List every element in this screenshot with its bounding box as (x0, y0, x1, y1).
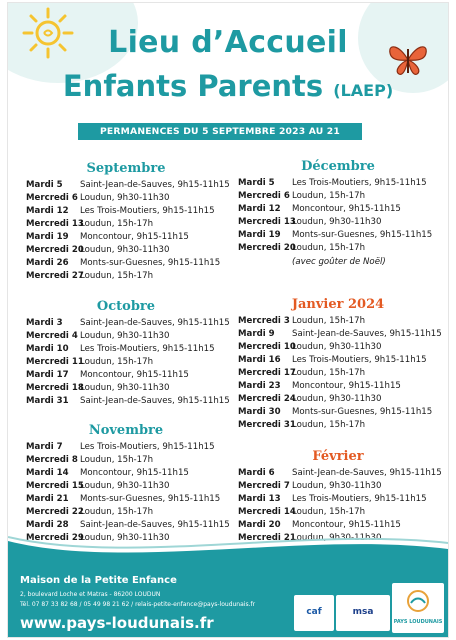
schedule-row (238, 380, 448, 393)
schedule-row (26, 192, 236, 205)
schedule-place-time: Loudun, 15h-17h (292, 191, 366, 201)
schedule-place-time: Loudun, 15h-17h (292, 507, 366, 517)
title-main: Enfants Parents (62, 69, 324, 103)
schedule-place-time: Loudun, 9h30-11h30 (80, 245, 170, 255)
schedule-place-time: Moncontour, 9h15-11h15 (292, 204, 401, 214)
schedule-septembre (26, 179, 236, 283)
schedule-day: Mercredi 17 (238, 368, 296, 378)
schedule-place-time: Loudun, 9h30-11h30 (80, 533, 170, 543)
schedule-row (238, 367, 448, 380)
schedule-day: Mardi 31 (26, 396, 69, 406)
schedule-row (26, 205, 236, 218)
title-line-1: Lieu d’Accueil (108, 25, 348, 60)
schedule-row (26, 257, 236, 270)
schedule-day: Mardi 19 (238, 230, 281, 240)
schedule-row (238, 341, 448, 354)
month-title-decembre: Décembre (301, 159, 375, 174)
schedule-place-time: Saint-Jean-de-Sauves, 9h15-11h15 (80, 318, 230, 328)
schedule-place-time: Loudun, 9h30-11h30 (292, 481, 382, 491)
schedule-place-time: Monts-sur-Guesnes, 9h15-11h15 (80, 258, 221, 268)
schedule-place-time: Les Trois-Moutiers, 9h15-11h15 (292, 355, 427, 365)
schedule-place-time: Les Trois-Moutiers, 9h15-11h15 (292, 494, 427, 504)
schedule-day: Mardi 16 (238, 355, 281, 365)
schedule-row (26, 382, 236, 395)
schedule-place-time: Saint-Jean-de-Sauves, 9h15-11h15 (292, 329, 442, 339)
schedule-day: Mercredi 14 (238, 507, 296, 517)
schedule-place-time: Loudun, 15h-17h (80, 219, 154, 229)
schedule-day: Mardi 6 (238, 468, 275, 478)
schedule-row (26, 231, 236, 244)
schedule-row (238, 419, 448, 432)
pays-loudunais-logo (392, 583, 444, 633)
schedule-place-time: Les Trois-Moutiers, 9h15-11h15 (80, 206, 215, 216)
schedule-day: Mardi 26 (26, 258, 69, 268)
schedule-place-time: Moncontour, 9h15-11h15 (292, 381, 401, 391)
schedule-day: Mercredi 6 (26, 193, 78, 203)
schedule-day: Mardi 13 (238, 494, 281, 504)
schedule-day: Mardi 23 (238, 381, 281, 391)
schedule-row (26, 369, 236, 382)
schedule-day: Mardi 20 (238, 520, 281, 530)
pays-loudunais-logo-text: PAYS LOUDUNAIS (393, 619, 443, 625)
schedule-day: Mercredi 24 (238, 394, 296, 404)
schedule-place-time: Loudun, 15h-17h (80, 271, 154, 281)
schedule-place-time: Saint-Jean-de-Sauves, 9h15-11h15 (80, 396, 230, 406)
schedule-row (26, 356, 236, 369)
schedule-row (26, 218, 236, 231)
schedule-decembre (238, 177, 448, 255)
title-line-2 (8, 69, 448, 103)
schedule-day: Mercredi 7 (238, 481, 290, 491)
schedule-row (26, 317, 236, 330)
schedule-place-time: Loudun, 9h30-11h30 (80, 383, 170, 393)
schedule-row (26, 270, 236, 283)
schedule-place-time: Loudun, 15h-17h (80, 455, 154, 465)
schedule-row (26, 493, 236, 506)
footer-address: 2, boulevard Loche et Matras - 86200 LOUDUN (20, 591, 161, 598)
schedule-day: Mercredi 27 (26, 271, 84, 281)
dates-banner: PERMANENCES DU 5 SEPTEMBRE 2023 AU 21 FÉVRIER 2024 (78, 123, 362, 140)
schedule-day: Mardi 28 (26, 520, 69, 530)
schedule-day: Mercredi 21 (238, 533, 296, 543)
schedule-place-time: Moncontour, 9h15-11h15 (80, 370, 189, 380)
schedule-row (238, 354, 448, 367)
schedule-day: Mercredi 6 (238, 191, 290, 201)
footer-title: Maison de la Petite Enfance (20, 575, 177, 586)
schedule-day: Mercredi 11 (26, 357, 84, 367)
schedule-place-time: Loudun, 15h-17h (292, 368, 366, 378)
month-title-fevrier: Février (312, 449, 364, 464)
month-title-janvier: Janvier 2024 (291, 297, 385, 312)
caf-logo-text: caf (306, 607, 322, 617)
schedule-row (238, 242, 448, 255)
schedule-day: Mercredi 20 (26, 245, 84, 255)
schedule-row (238, 190, 448, 203)
schedule-day: Mercredi 15 (26, 481, 84, 491)
schedule-day: Mercredi 29 (26, 533, 84, 543)
schedule-place-time: Loudun, 9h30-11h30 (80, 331, 170, 341)
schedule-row (26, 395, 236, 408)
schedule-row (26, 506, 236, 519)
schedule-day: Mardi 5 (238, 178, 275, 188)
schedule-place-time: Loudun, 9h30-11h30 (292, 533, 382, 543)
schedule-row (238, 393, 448, 406)
schedule-place-time: Loudun, 15h-17h (292, 420, 366, 430)
schedule-place-time: Loudun, 15h-17h (292, 316, 366, 326)
schedule-place-time: Saint-Jean-de-Sauves, 9h15-11h15 (292, 468, 442, 478)
schedule-day: Mercredi 13 (26, 219, 84, 229)
schedule-place-time: Saint-Jean-de-Sauves, 9h15-11h15 (80, 180, 230, 190)
schedule-row (238, 480, 448, 493)
schedule-place-time: Les Trois-Moutiers, 9h15-11h15 (292, 178, 427, 188)
pays-loudunais-emblem-icon (406, 589, 430, 613)
schedule-place-time: Monts-sur-Guesnes, 9h15-11h15 (80, 494, 221, 504)
schedule-octobre (26, 317, 236, 408)
schedule-place-time: Moncontour, 9h15-11h15 (292, 520, 401, 530)
schedule-day: Mardi 9 (238, 329, 275, 339)
schedule-novembre (26, 441, 236, 545)
month-title-octobre: Octobre (96, 299, 156, 314)
schedule-day: Mardi 12 (238, 204, 281, 214)
schedule-place-time: Les Trois-Moutiers, 9h15-11h15 (80, 442, 215, 452)
schedule-place-time: Loudun, 9h30-11h30 (292, 342, 382, 352)
schedule-day: Mercredi 3 (238, 316, 290, 326)
schedule-place-time: Monts-sur-Guesnes, 9h15-11h15 (292, 230, 433, 240)
schedule-day: Mercredi 8 (26, 455, 78, 465)
schedule-row (26, 454, 236, 467)
schedule-row (26, 343, 236, 356)
december-note: (avec goûter de Noël) (292, 257, 386, 267)
schedule-day: Mardi 14 (26, 468, 69, 478)
schedule-row (238, 328, 448, 341)
schedule-day: Mercredi 20 (238, 243, 296, 253)
schedule-row (238, 203, 448, 216)
schedule-place-time: Loudun, 15h-17h (80, 357, 154, 367)
caf-logo (294, 595, 334, 631)
schedule-day: Mercredi 31 (238, 420, 296, 430)
schedule-row (26, 441, 236, 454)
schedule-row (26, 330, 236, 343)
schedule-row (238, 315, 448, 328)
footer-website-link[interactable]: www.pays-loudunais.fr (20, 614, 214, 632)
schedule-day: Mercredi 18 (26, 383, 84, 393)
footer-contact: Tél. 07 87 33 82 68 / 05 49 98 21 62 / relais-petite-enfance@pays-loudunais.fr (20, 601, 256, 608)
schedule-day: Mercredi 4 (26, 331, 78, 341)
schedule-day: Mardi 17 (26, 370, 69, 380)
schedule-row (238, 229, 448, 242)
schedule-place-time: Loudun, 9h30-11h30 (292, 394, 382, 404)
schedule-place-time: Loudun, 15h-17h (80, 507, 154, 517)
schedule-place-time: Loudun, 15h-17h (292, 243, 366, 253)
schedule-day: Mardi 19 (26, 232, 69, 242)
schedule-day: Mardi 7 (26, 442, 63, 452)
schedule-row (26, 480, 236, 493)
schedule-day: Mardi 10 (26, 344, 69, 354)
schedule-day: Mardi 5 (26, 180, 63, 190)
flyer-page (8, 3, 448, 637)
schedule-row (238, 177, 448, 190)
schedule-row (238, 493, 448, 506)
schedule-day: Mercredi 22 (26, 507, 84, 517)
schedule-row (26, 467, 236, 480)
schedule-janvier (238, 315, 448, 432)
schedule-day: Mardi 3 (26, 318, 63, 328)
schedule-row (238, 506, 448, 519)
schedule-day: Mardi 21 (26, 494, 69, 504)
schedule-day: Mercredi 13 (238, 217, 296, 227)
schedule-row (26, 244, 236, 257)
schedule-place-time: Monts-sur-Guesnes, 9h15-11h15 (292, 407, 433, 417)
month-title-novembre: Novembre (88, 423, 164, 438)
schedule-day: Mercredi 10 (238, 342, 296, 352)
schedule-place-time: Moncontour, 9h15-11h15 (80, 232, 189, 242)
schedule-day: Mardi 12 (26, 206, 69, 216)
month-title-septembre: Septembre (86, 161, 166, 176)
schedule-row (26, 179, 236, 192)
schedule-place-time: Moncontour, 9h15-11h15 (80, 468, 189, 478)
schedule-day: Mardi 30 (238, 407, 281, 417)
schedule-place-time: Loudun, 9h30-11h30 (292, 217, 382, 227)
schedule-row (238, 216, 448, 229)
schedule-row (238, 467, 448, 480)
msa-logo-text: msa (352, 607, 374, 617)
schedule-place-time: Loudun, 9h30-11h30 (80, 193, 170, 203)
schedule-place-time: Les Trois-Moutiers, 9h15-11h15 (80, 344, 215, 354)
schedule-place-time: Saint-Jean-de-Sauves, 9h15-11h15 (80, 520, 230, 530)
title-abbr: (LAEP) (333, 81, 394, 100)
schedule-row (238, 406, 448, 419)
schedule-place-time: Loudun, 9h30-11h30 (80, 481, 170, 491)
msa-logo (336, 595, 390, 631)
